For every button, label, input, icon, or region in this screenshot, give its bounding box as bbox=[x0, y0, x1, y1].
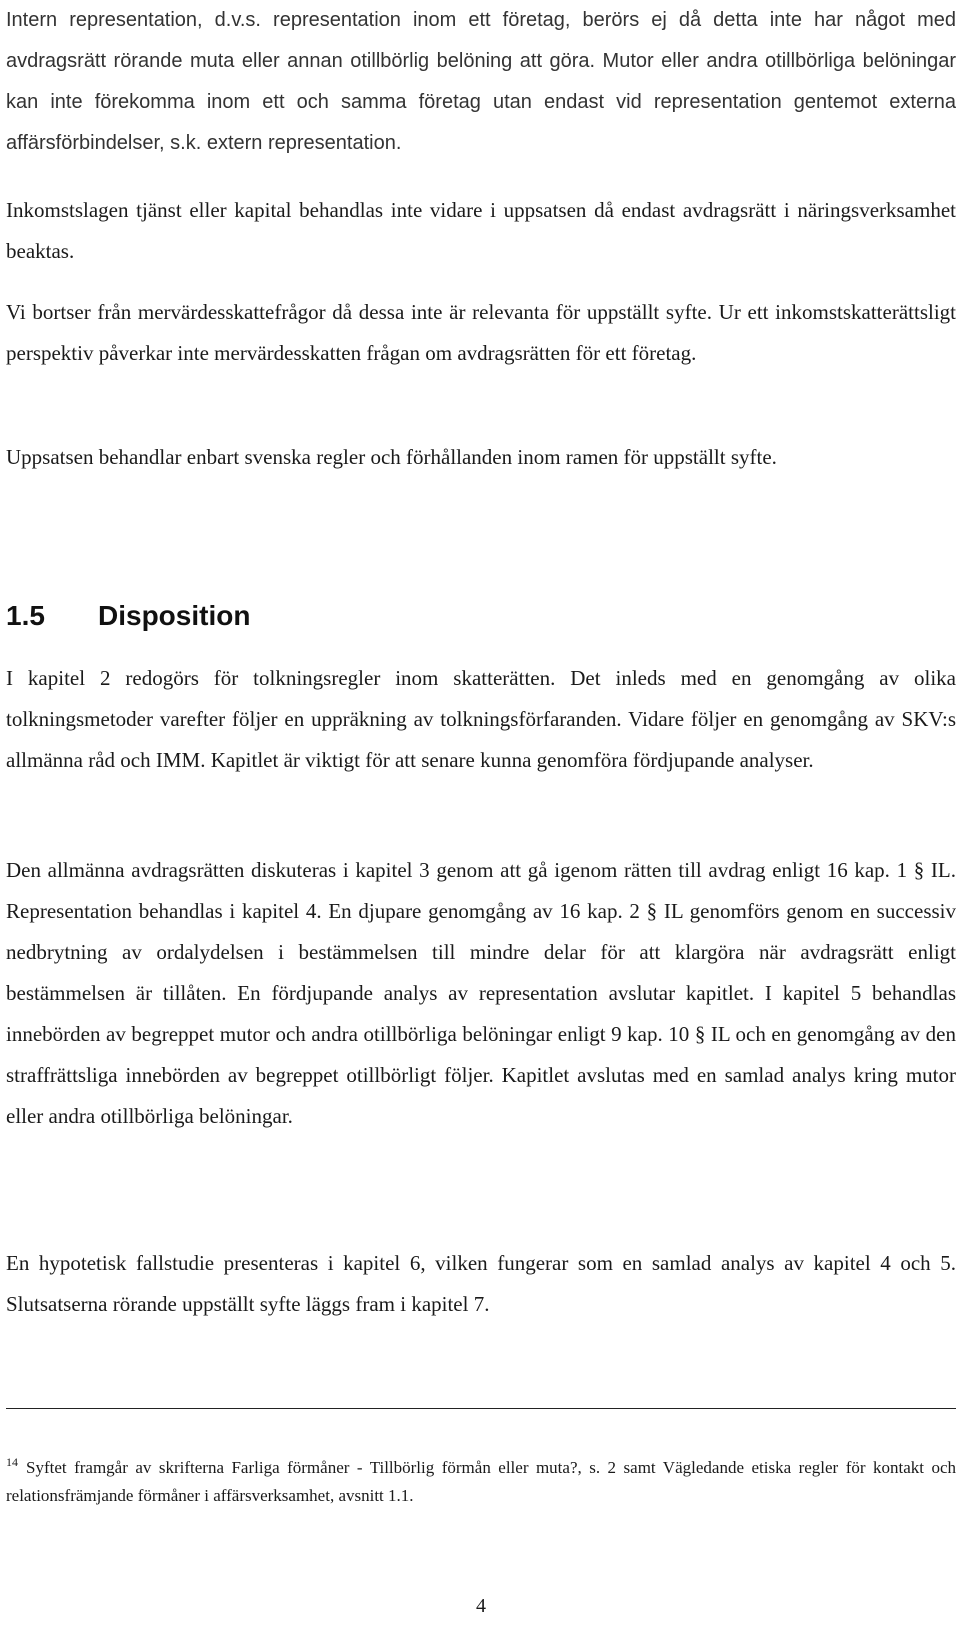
paragraph-internal-representation: Intern representation, d.v.s. representation inom ett företag, berörs ej då detta inte har något med avdragsrätt rörande muta eller annan otillbörlig belöning att göra. Mutor eller andra otillbörliga belöningar kan inte förekomma inom ett och samma företag utan endast vid representation gentemot externa affärsförbindelser, s.k. extern representation. bbox=[6, 9, 956, 154]
paragraph-vat: Vi bortser från mervärdesskattefrågor då dessa inte är relevanta för uppställt syfte. Ur ett inkomstskatterättsligt perspektiv påverkar inte mervärdesskatten frågan om avdragsrätten för ett företag. bbox=[6, 300, 956, 365]
footnote bbox=[6, 1454, 956, 1510]
section-heading bbox=[6, 598, 250, 634]
footnote-text: Syftet framgår av skrifterna Farliga förmåner - Tillbörlig förmån eller muta?, s. 2 samt Vägledande etiska regler för kontakt och relationsfrämjande förmåner i affärsverksamhet, avsnitt 1.1. bbox=[6, 1458, 956, 1505]
section-title: Disposition bbox=[98, 600, 251, 631]
paragraph-chapters-3-5: Den allmänna avdragsrätten diskuteras i kapitel 3 genom att gå igenom rätten till avdrag enligt 16 kap. 1 § IL. Representation behandlas i kapitel 4. En djupare genomgång av 16 kap. 2 § IL genomförs genom en successiv nedbrytning av ordalydelsen i bestämmelsen till mindre delar för att klargöra när avdragsrätt enligt bestämmelsen är tillåten. En fördjupande analys av representation avslutar kapitlet. I kapitel 5 behandlas innebörden av begreppet mutor och andra otillbörliga belöningar enligt 9 kap. 10 § IL och en genomgång av den straffrättsliga innebörden av begreppet otillbörligt följer. Kapitlet avslutas med en samlad analys kring mutor eller andra otillbörliga belöningar. bbox=[6, 858, 956, 1128]
paragraph-case-study: En hypotetisk fallstudie presenteras i kapitel 6, vilken fungerar som en samlad analys av kapitel 4 och 5. Slutsatserna rörande uppställt syfte läggs fram i kapitel 7. bbox=[6, 1251, 956, 1316]
section-number: 1.5 bbox=[6, 600, 45, 631]
footnote-separator bbox=[6, 1408, 956, 1409]
page-number: 4 bbox=[476, 1595, 486, 1617]
paragraph-income-types: Inkomstslagen tjänst eller kapital behandlas inte vidare i uppsatsen då endast avdragsrätt i näringsverksamhet beaktas. bbox=[6, 198, 956, 263]
footnote-marker: 14 bbox=[6, 1455, 18, 1470]
paragraph-scope: Uppsatsen behandlar enbart svenska regler och förhållanden inom ramen för uppställt syfte. bbox=[6, 445, 777, 469]
paragraph-chapter-2: I kapitel 2 redogörs för tolkningsregler inom skatterätten. Det inleds med en genomgång av olika tolkningsmetoder varefter följer en uppräkning av tolkningsförfaranden. Vidare följer en genomgång av SKV:s allmänna råd och IMM. Kapitlet är viktigt för att senare kunna genomföra fördjupande analyser. bbox=[6, 666, 956, 772]
